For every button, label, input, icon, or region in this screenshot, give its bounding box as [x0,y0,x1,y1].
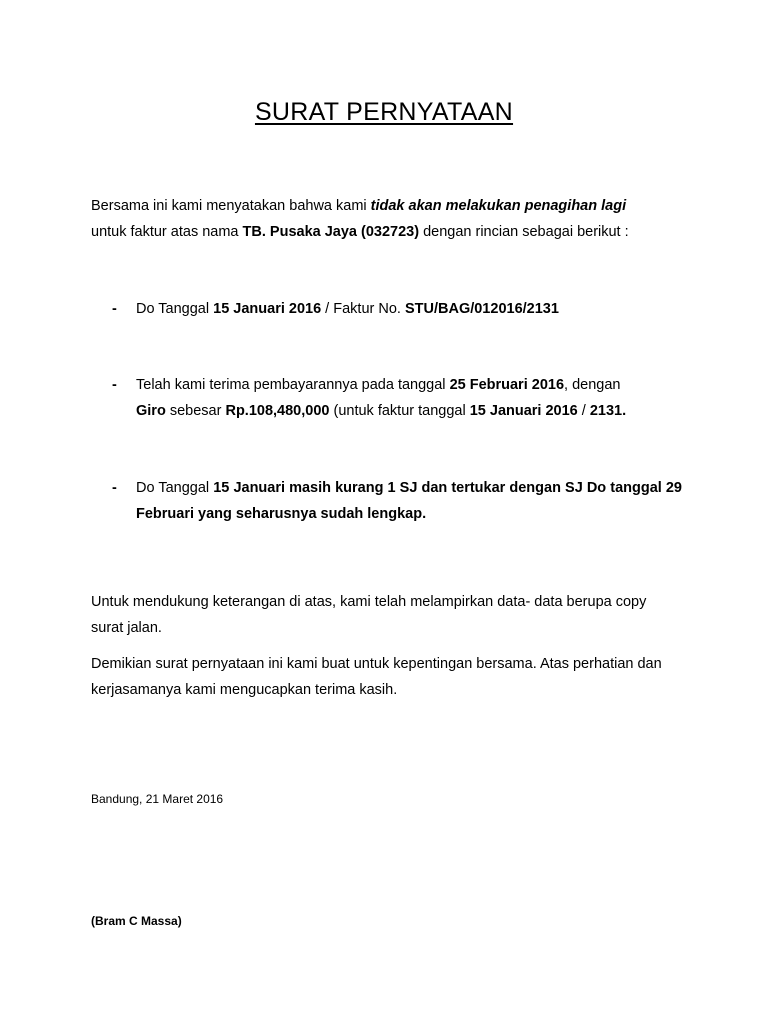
item1-invoice-number: STU/BAG/012016/2131 [404,301,559,317]
place-date: Bandung, 21 Maret 2016 [91,792,224,806]
item3-text-1: Do Tanggal [136,480,214,496]
list-item-invoice [112,296,682,322]
item2-payment-date: 25 Februari 2016 [449,377,565,393]
bullet-dash: - [112,377,117,393]
item2-payment-method: Giro [136,403,166,419]
signer-name: (Bram C Massa) [91,914,182,928]
item1-text-2: / Faktur No. [321,301,405,317]
item2-text-1: Telah kami terima pembayarannya pada tanggal [136,377,450,393]
bullet-dash: - [112,480,117,496]
item2-text-4: (untuk faktur tanggal [329,403,470,419]
support-paragraph: Untuk mendukung keterangan di atas, kami telah melampirkan data- data berupa copy surat jalan. [91,594,647,636]
intro-text-2: untuk faktur atas nama [91,224,243,240]
customer-name: TB. Pusaka Jaya (032723) [242,224,420,240]
item2-text-5: / [577,403,590,419]
intro-emphasis: tidak akan melakukan penagihan lagi [370,198,627,214]
item2-invoice-date: 15 Januari 2016 [469,403,578,419]
item2-text-2: , dengan [564,377,621,393]
bullet-dash: - [112,301,117,317]
intro-text-3: dengan rincian sebagai berikut : [419,224,629,240]
item3-detail: 15 Januari masih kurang 1 SJ dan tertukar dengan SJ Do tanggal 29 Februari yang seharusnya sudah lengkap. [136,480,683,522]
intro-text-1: Bersama ini kami menyatakan bahwa kami [91,198,371,214]
item1-text-1: Do Tanggal [136,301,214,317]
item2-invoice-ref: 2131. [589,403,627,419]
list-item-payment [112,372,682,424]
document-title: SURAT PERNYATAAN [254,98,514,126]
item1-date: 15 Januari 2016 [213,301,322,317]
intro-paragraph [91,193,681,245]
list-item-shortage [112,475,682,527]
closing-paragraph: Demikian surat pernyataan ini kami buat untuk kepentingan bersama. Atas perhatian dan kerjasamanya kami mengucapkan terima kasih. [91,656,662,698]
item2-text-3: sebesar [165,403,226,419]
item2-amount: Rp.108,480,000 [225,403,330,419]
